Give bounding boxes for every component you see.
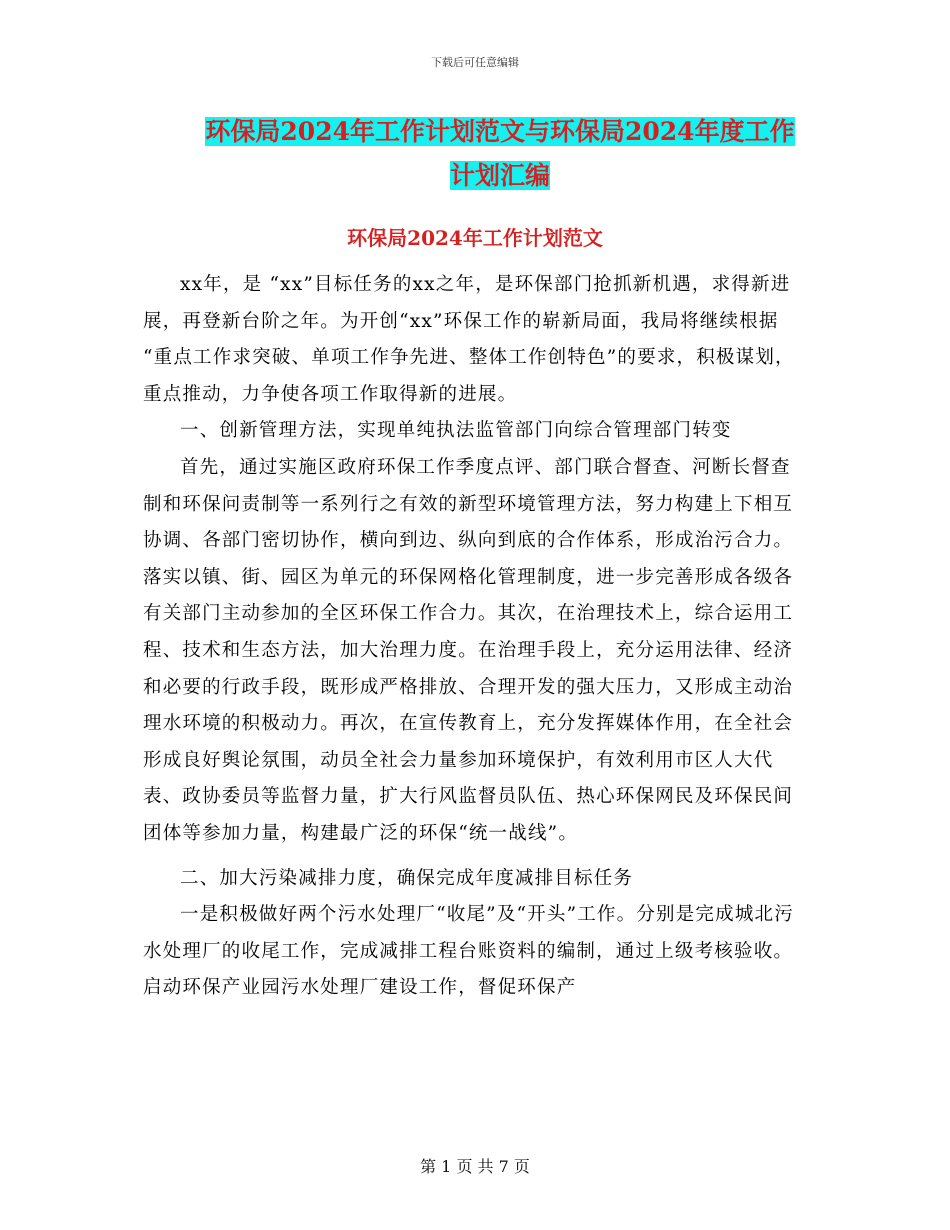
section-title: 环保局2024年工作计划范文 [347, 226, 603, 250]
paragraph-heading-1: 一、创新管理方法，实现单纯执法监管部门向综合管理部门转变 [180, 420, 732, 442]
paragraph-body-1: 首先，通过实施区政府环保工作季度点评、部门联合督查、河断长督查制和环保问责制等一系列行之有效的新型环境管理方法，努力构建上下相互协调、各部门密切协作，横向到边、纵向到底的合作体系，形成治污合力。落实以镇、街、园区为单元的环保网格化管理制度，进一步完善形成各级各有关部门主动参加的全区环保工作合力。其次，在治理技术上，综合运用工程、技术和生态方法，加大治理力度。在治理手段上，充分运用法律、经济和必要的行政手段，既形成严格排放、合理开发的强大压力，又形成主动治理水环境的积极动力。再次，在宣传教育上，充分发挥媒体作用，在全社会形成良好舆论氛围，动员全社会力量参加环境保护，有效利用市区人大代表、政协委员等监督力量，扩大行风监督员队伍、热心环保网民及环保民间团体等参加力量，构建最广泛的环保“统一战线”。 [143, 456, 794, 844]
paragraph-intro: xx年，是 “xx”目标任务的xx之年，是环保部门抢抓新机遇，求得新进展，再登新台阶之年。为开创“xx”环保工作的崭新局面，我局将继续根据 “重点工作求突破、单项工作争先进、整体工作创特色”的要求，积极谋划，重点推动，力争使各项工作取得新的进展。 [143, 274, 795, 405]
document-body [143, 267, 808, 1007]
document-title-text: 环保局2024年工作计划范文与环保局2024年度工作计划汇编 [205, 117, 795, 190]
page-header-note: 下载后可任意编辑 [431, 56, 519, 69]
paragraph-heading-2: 二、加大污染减排力度，确保完成年度减排目标任务 [180, 867, 634, 889]
document-title [195, 110, 805, 198]
paragraph-body-2: 一是积极做好两个污水处理厂“收尾”及“开头”工作。分别是完成城北污水处理厂的收尾工作，完成减排工程台账资料的编制，通过上级考核验收。启动环保产业园污水处理厂建设工作，督促环保产 [143, 904, 794, 999]
page-number: 第 1 页 共 7 页 [420, 1157, 530, 1176]
